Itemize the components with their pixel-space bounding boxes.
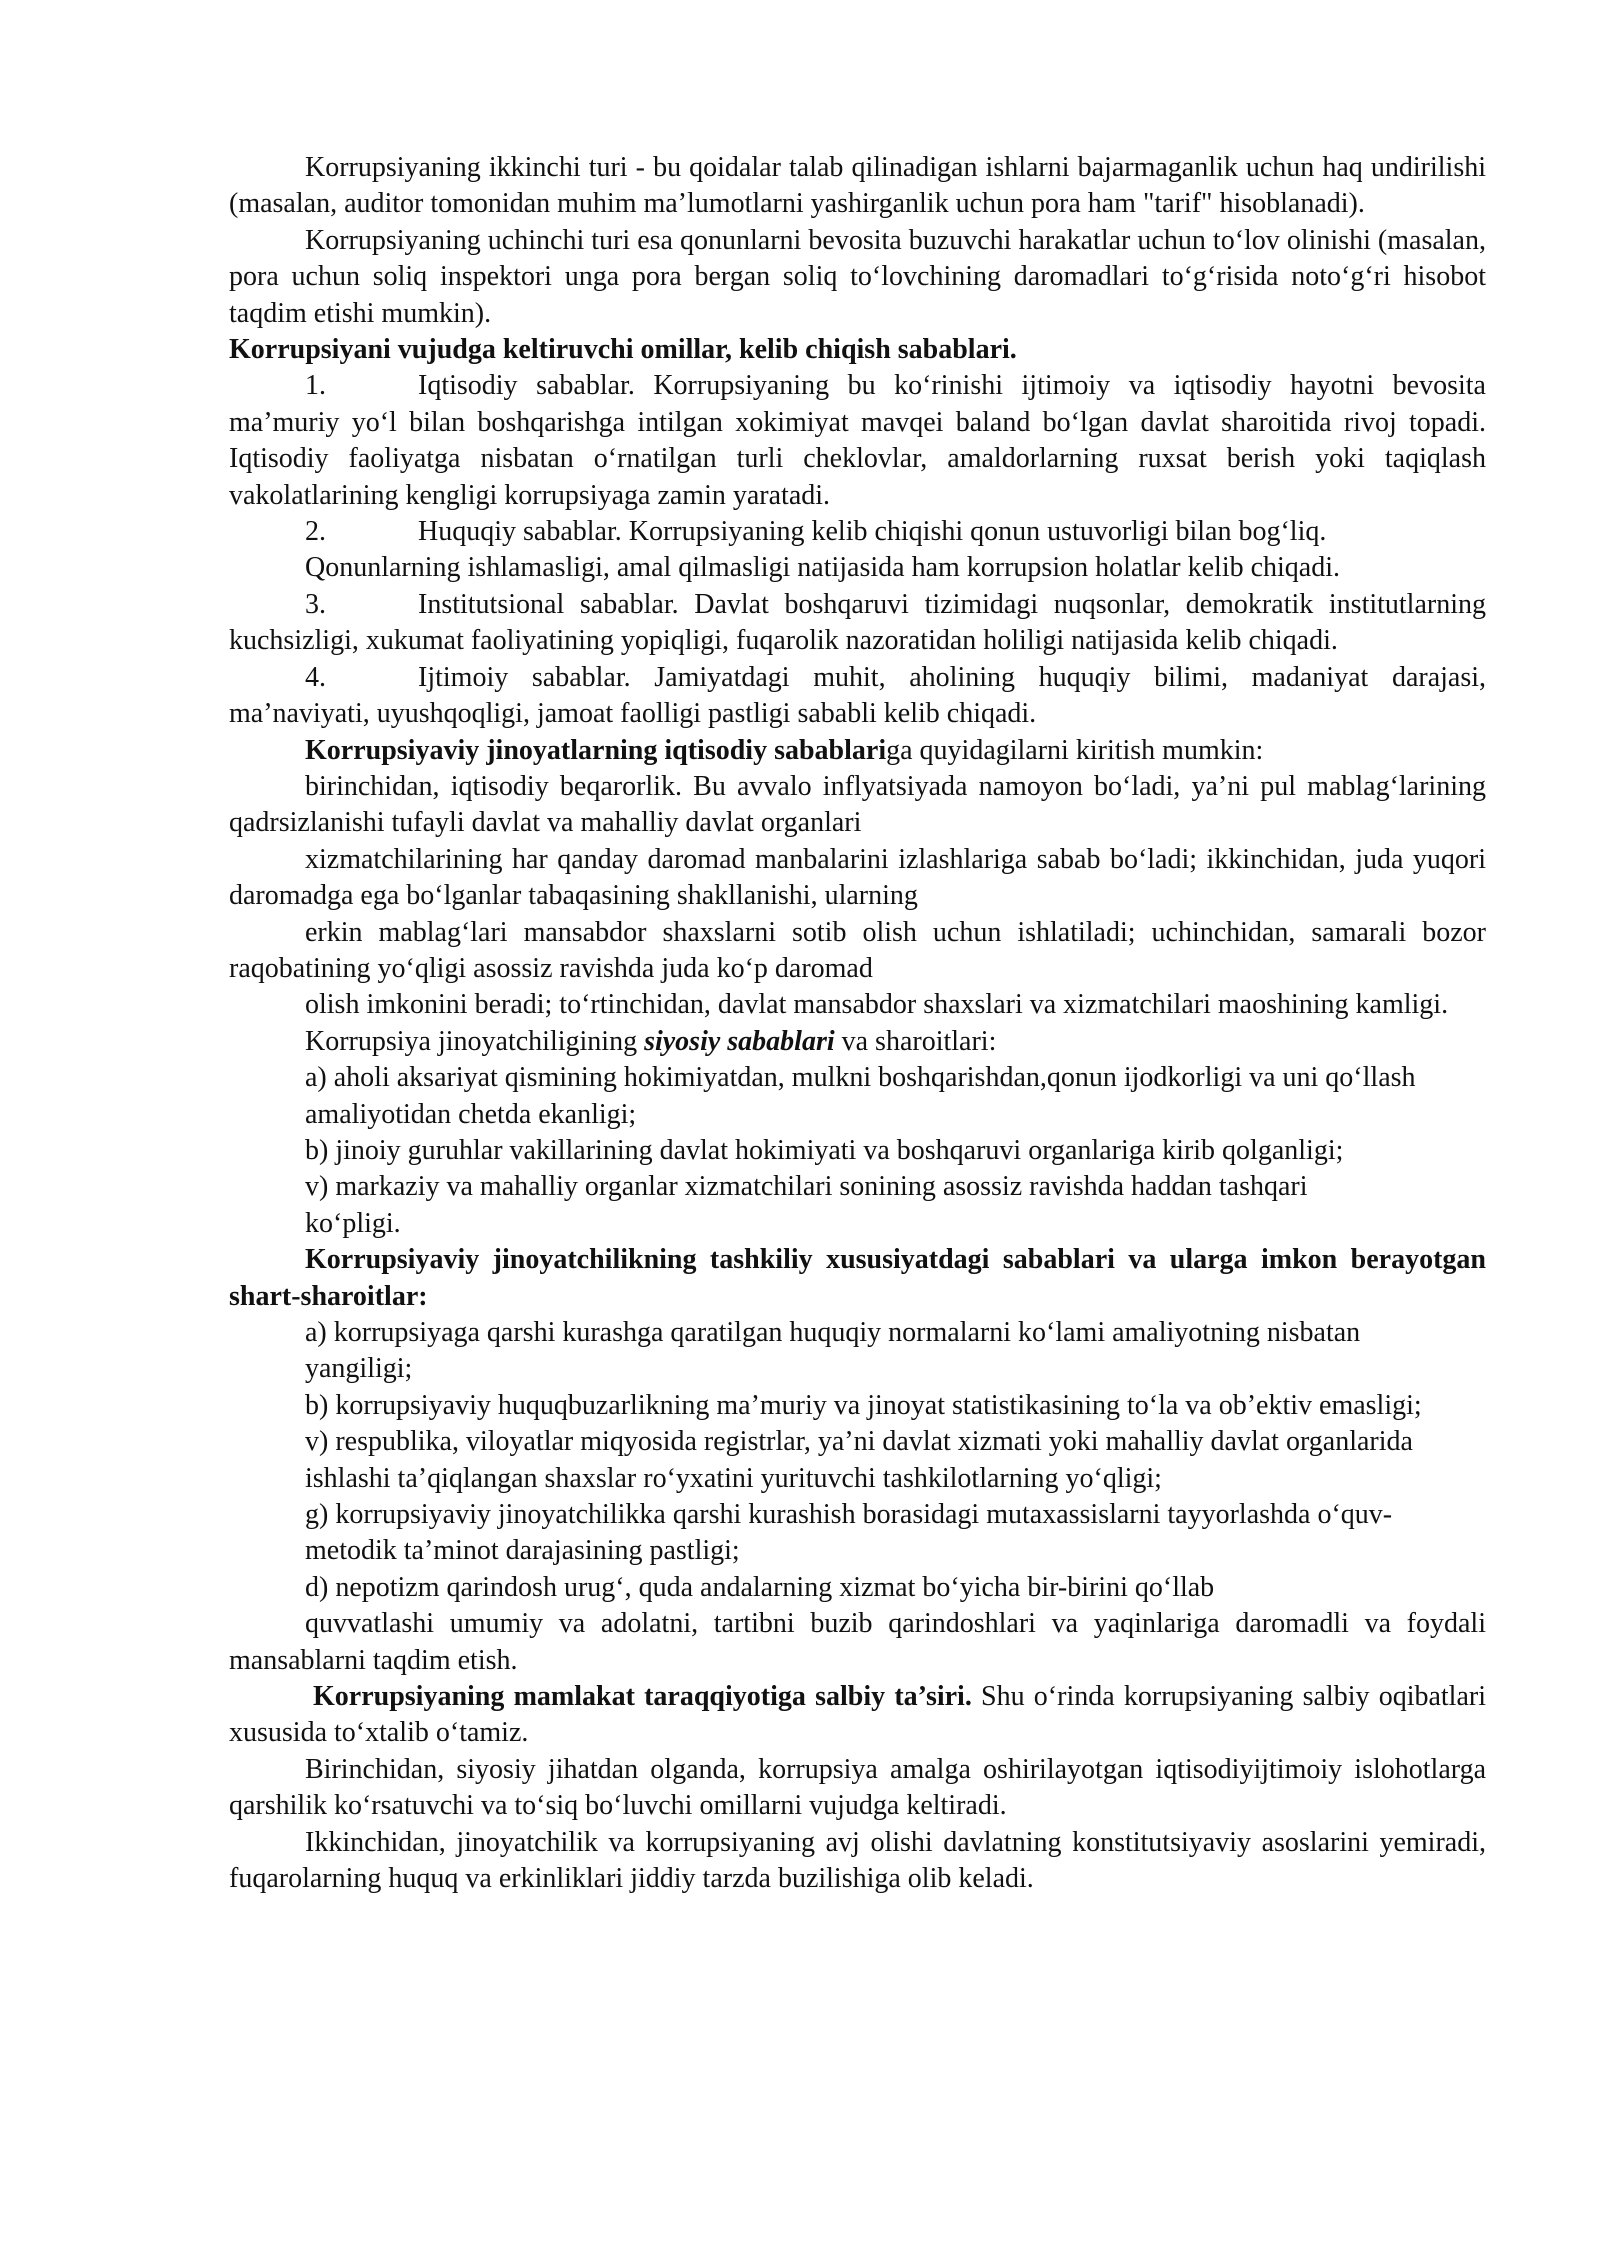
- list-item-political-b: b) jinoiy guruhlar vakillarining davlat hokimiyati va boshqaruvi organlariga kirib qolganligi;: [305, 1134, 1344, 1166]
- paragraph-legal-continuation: Qonunlarning ishlamasligi, amal qilmasligi natijasida ham korrupsion holatlar kelib chiqadi.: [305, 552, 1341, 584]
- paragraph-corruption-third-type: Korrupsiyaning uchinchi turi esa qonunlarni bevosita buzuvchi harakatlar uchun to‘lov olinishi (masalan, pora uchun soliq inspektori unga pora bergan soliq to‘lovchining daromadlari to‘g‘risida noto‘g‘ri hisobot taqdim etishi mumkin).: [229, 224, 1486, 329]
- bold-economic-reasons: Korrupsiyaviy jinoyatlarning iqtisodiy sabablari: [305, 734, 887, 766]
- paragraph-organizational-d-continuation: quvvatlashi umumiy va adolatni, tartibni buzib qarindoshlari va yaqinlariga daromadli va foydali mansablarni taqdim etish.: [229, 1608, 1486, 1676]
- paragraph-economic-first: birinchidan, iqtisodiy beqarorlik. Bu avvalo inflyatsiyada namoyon bo‘ladi, ya’ni pul mablag‘larining qadrsizlanishi tufayli davlat va mahalliy davlat organlari: [229, 770, 1486, 839]
- list-item-organizational-d: d) nepotizm qarindosh urug‘, quda andalarning xizmat bo‘yicha bir-birini qo‘llab: [305, 1571, 1215, 1603]
- list-item-institutional-reasons: [229, 587, 1486, 660]
- paragraph-economic-second: xizmatchilarining har qanday daromad manbalarini izlashlariga sabab bo‘ladi; ikkinchidan, juda yuqori daromadga ega bo‘lganlar tabaqasining shakllanishi, ularning: [229, 843, 1486, 912]
- list-item-text: Ijtimoiy sabablar. Jamiyatdagi muhit, aholining huquqiy bilimi, madaniyat darajasi, ma’naviyati, uyushqoqligi, jamoat faolligi pastligi sababli kelib chiqadi.: [229, 661, 1486, 730]
- list-item-organizational-a: a) korrupsiyaga qarshi kurashga qaratilgan huquqiy normalarni ko‘lami amaliyotning nisbatan yangiligi;: [305, 1317, 1361, 1385]
- list-item-text: Iqtisodiy sabablar. Korrupsiyaning bu ko‘rinishi ijtimoiy va iqtisodiy hayotni bevosita ma’muriy yo‘l bilan boshqarishga intilgan xokimiyat mavqei baland bo‘lgan davlat sharoitida rivoj topadi. Iqtisodiy faoliyatga nisbatan o‘rnatilgan turli cheklovlar, amaldorlarning ruxsat berish yoki taqiqlash vakolatlarining kengligi korrupsiyaga zamin yaratadi.: [229, 370, 1486, 511]
- list-item-economic-reasons: [229, 368, 1486, 514]
- list-item-organizational-g: g) korrupsiyaviy jinoyatchilikka qarshi kurashish borasidagi mutaxassislarni tayyorlashda o‘quv-metodik ta’minot darajasining pastligi;: [305, 1499, 1393, 1567]
- heading-corruption-factors: Korrupsiyani vujudga keltiruvchi omillar, kelib chiqish sabablari.: [229, 334, 1017, 366]
- bold-negative-impact: Korrupsiyaning mamlakat taraqqiyotiga salbiy ta’siri.: [313, 1681, 972, 1713]
- paragraph-economic-fourth: olish imkonini beradi; to‘rtinchidan, davlat mansabdor shaxslari va xizmatchilari maoshining kamligi.: [305, 989, 1449, 1021]
- list-item-political-a: a) aholi aksariyat qismining hokimiyatdan, mulkni boshqarishdan,qonun ijodkorligi va uni qo‘llash amaliyotidan chetda ekanligi;: [305, 1062, 1416, 1130]
- paragraph-negative-second: Ikkinchidan, jinoyatchilik va korrupsiyaning avj olishi davlatning konstitutsiyaviy asoslarini yemiradi, fuqarolarning huquq va erkinliklari jiddiy tarzda buzilishiga olib keladi.: [229, 1826, 1486, 1895]
- paragraph-negative-impact: Korrupsiyaning mamlakat taraqqiyotiga salbiy ta’siri. Shu o‘rinda korrupsiyaning salbiy oqibatlari xususida to‘xtalib o‘tamiz.: [229, 1681, 1486, 1749]
- list-item-organizational-v: v) respublika, viloyatlar miqyosida registrlar, ya’ni davlat xizmati yoki mahalliy davlat organlarida ishlashi ta’qiqlangan shaxslar ro‘yxatini yurituvchi tashkilotlarning yo‘qligi;: [305, 1426, 1413, 1494]
- bold-italic-political-reasons: siyosiy sabablari: [644, 1025, 835, 1057]
- list-number: 1.: [305, 370, 326, 402]
- list-item-political-v: v) markaziy va mahalliy organlar xizmatchilari sonining asossiz ravishda haddan tashqari ko‘pligi.: [305, 1171, 1308, 1239]
- list-number: 4.: [305, 661, 326, 693]
- paragraph-economic-third: erkin mablag‘lari mansabdor shaxslarni sotib olish uchun ishlatiladi; uchinchidan, samarali bozor raqobatining yo‘qligi asossiz ravishda juda ko‘p daromad: [229, 916, 1486, 984]
- list-number: 3.: [305, 588, 326, 620]
- list-number: 2.: [305, 516, 326, 548]
- list-item-text: Institutsional sabablar. Davlat boshqaruvi tizimidagi nuqsonlar, demokratik institutlarning kuchsizligi, xukumat faoliyatining yopiqligi, fuqarolik nazoratidan holiligi natijasida kelib chiqadi.: [229, 588, 1486, 657]
- paragraph-corruption-second-type: Korrupsiyaning ikkinchi turi - bu qoidalar talab qilinadigan ishlarni bajarmaganlik uchun haq undirilishi (masalan, auditor tomonidan muhim ma’lumotlarni yashirganlik uchun pora ham "tarif" hisoblanadi).: [229, 152, 1486, 220]
- paragraph-economic-intro: Korrupsiyaviy jinoyatlarning iqtisodiy sabablariga quyidagilarni kiritish mumkin:: [305, 734, 1264, 766]
- list-item-text: Huquqiy sabablar. Korrupsiyaning kelib chiqishi qonun ustuvorligi bilan bog‘liq.: [418, 516, 1327, 548]
- list-item-organizational-b: b) korrupsiyaviy huquqbuzarlikning ma’muriy va jinoyat statistikasining to‘la va ob’ektiv emasligi;: [305, 1389, 1422, 1421]
- list-item-social-reasons: [229, 660, 1486, 733]
- list-item-legal-reasons: [229, 514, 1486, 550]
- paragraph-political-intro: Korrupsiya jinoyatchiligining siyosiy sabablari va sharoitlari:: [305, 1025, 997, 1057]
- document-page: [229, 150, 1486, 1898]
- paragraph-negative-first: Birinchidan, siyosiy jihatdan olganda, korrupsiya amalga oshirilayotgan iqtisodiyijtimoiy islohotlarga qarshilik ko‘rsatuvchi va to‘siq bo‘luvchi omillarni vujudga keltiradi.: [229, 1753, 1486, 1822]
- heading-organizational-reasons: Korrupsiyaviy jinoyatchilikning tashkiliy xususiyatdagi sabablari va ularga imkon berayotgan shart-sharoitlar:: [229, 1244, 1486, 1312]
